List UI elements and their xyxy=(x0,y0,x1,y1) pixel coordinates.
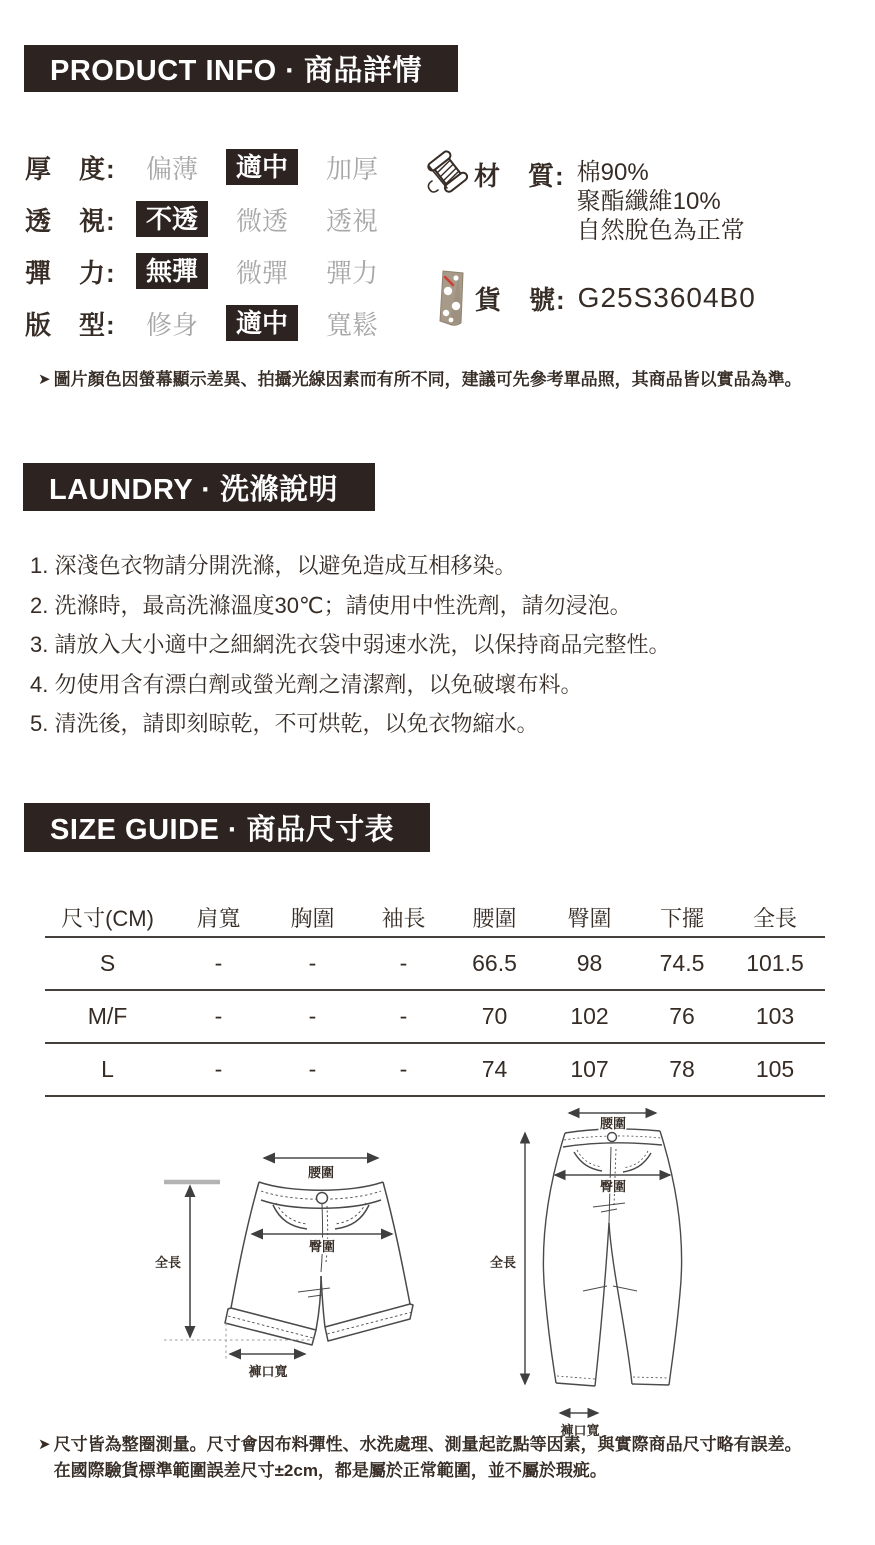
table-cell: 74 xyxy=(481,1056,508,1082)
table-cell: 66.5 xyxy=(472,950,517,976)
shorts-waist-label: 腰圍 xyxy=(307,1165,335,1180)
table-cell: 103 xyxy=(755,1003,795,1029)
table-cell: - xyxy=(214,1003,223,1029)
table-cell: L xyxy=(101,1056,114,1082)
table-cell: 70 xyxy=(481,1003,508,1029)
attribute-option: 彈力 xyxy=(325,257,378,288)
table-header-row xyxy=(45,898,825,938)
attribute-option: 加厚 xyxy=(325,153,378,184)
size-note-text xyxy=(54,1432,802,1484)
attribute-option: 微透 xyxy=(235,205,288,236)
column-header: 全長 xyxy=(752,905,797,931)
item-number-info xyxy=(437,268,756,328)
section-title: SIZE GUIDE · 商品尺寸表 xyxy=(50,814,395,846)
item-number-label: 貨 號: xyxy=(475,284,566,315)
note-arrow-icon: ➤ xyxy=(38,371,51,388)
table-cell: - xyxy=(308,1003,317,1029)
size-note xyxy=(38,1432,848,1484)
shorts-hip-label: 臀圍 xyxy=(308,1239,336,1254)
attribute-label: 彈 力: xyxy=(25,257,116,288)
section-header-laundry xyxy=(23,463,375,511)
table-cell: 107 xyxy=(570,1056,609,1082)
shorts-diagram xyxy=(140,1118,460,1386)
table-cell: - xyxy=(399,1056,408,1082)
pants-diagram xyxy=(485,1095,715,1443)
attribute-option: 修身 xyxy=(145,309,198,340)
shorts-leg-opening-label: 褲口寬 xyxy=(248,1364,288,1379)
laundry-instructions xyxy=(30,546,670,744)
table-cell: 76 xyxy=(669,1003,695,1029)
attribute-row-sheerness xyxy=(25,201,394,237)
attribute-option: 微彈 xyxy=(235,257,288,288)
laundry-step: 5. 清洗後，請即刻晾乾，不可烘乾，以免衣物縮水。 xyxy=(30,711,539,736)
laundry-step: 1. 深淺色衣物請分開洗滌，以避免造成互相移染。 xyxy=(30,553,517,578)
pants-hip-label: 臀圍 xyxy=(599,1179,627,1194)
color-note-text: 圖片顏色因螢幕顯示差異、拍攝光線因素而有所不同，建議可先參考單品照，其商品皆以實品為準。 xyxy=(53,370,802,389)
laundry-step: 3. 請放入大小適中之細網洗衣袋中弱速水洗，以保持商品完整性。 xyxy=(30,632,671,657)
attribute-option: 偏薄 xyxy=(145,153,198,184)
laundry-step: 2. 洗滌時，最高洗滌溫度30℃；請使用中性洗劑，請勿浸泡。 xyxy=(30,592,632,618)
table-cell: 98 xyxy=(576,950,603,976)
table-cell: - xyxy=(214,950,223,976)
material-line: 自然脫色為正常 xyxy=(576,217,745,244)
attribute-option-selected: 不透 xyxy=(136,201,208,237)
table-cell: 105 xyxy=(755,1056,795,1082)
attribute-option-selected: 無彈 xyxy=(136,253,208,289)
table-row xyxy=(45,991,825,1044)
pants-leg-opening-label: 褲口寬 xyxy=(560,1423,600,1438)
attribute-row-fit xyxy=(25,305,394,341)
attribute-option: 寬鬆 xyxy=(325,309,378,340)
table-cell: 74.5 xyxy=(659,950,705,976)
size-note-line: 尺寸皆為整圈測量。尺寸會因布料彈性、水洗處理、測量起訖點等因素，與實際商品尺寸略有誤差。 xyxy=(53,1435,802,1454)
thread-spool-icon xyxy=(426,148,470,196)
material-label: 材 質: xyxy=(474,161,565,191)
note-arrow-icon: ➤ xyxy=(38,1436,51,1453)
table-cell: 101.5 xyxy=(746,950,804,976)
clothing-tag-icon xyxy=(437,268,467,328)
column-header: 下擺 xyxy=(659,905,704,931)
table-cell: 78 xyxy=(669,1056,695,1082)
material-line: 聚酯纖維10% xyxy=(576,188,721,215)
table-cell: - xyxy=(399,1003,408,1029)
table-cell: - xyxy=(214,1056,223,1082)
attribute-option-selected: 適中 xyxy=(226,149,298,185)
table-cell: M/F xyxy=(87,1003,128,1029)
table-row xyxy=(45,1044,825,1097)
section-title: LAUNDRY · 洗滌說明 xyxy=(49,473,338,506)
attribute-label: 厚 度: xyxy=(25,153,116,184)
laundry-step: 4. 勿使用含有漂白劑或螢光劑之清潔劑，以免破壞布料。 xyxy=(30,671,583,697)
section-header-product-info xyxy=(24,45,458,92)
attribute-row-stretch xyxy=(25,253,394,289)
material-line: 棉90% xyxy=(576,159,649,186)
pants-waist-label: 腰圍 xyxy=(599,1116,627,1131)
table-cell: - xyxy=(399,950,408,976)
item-number-value: G25S3604B0 xyxy=(577,282,756,313)
column-header: 袖長 xyxy=(381,905,426,931)
attributes xyxy=(25,149,394,357)
table-cell: 102 xyxy=(570,1003,609,1029)
size-note-line: 在國際驗貨標準範圍誤差尺寸±2cm，都是屬於正常範圍，並不屬於瑕疵。 xyxy=(53,1461,607,1480)
table-cell: S xyxy=(99,950,116,976)
column-header: 胸圍 xyxy=(290,905,335,931)
color-note xyxy=(38,367,843,393)
column-header: 腰圍 xyxy=(472,905,517,931)
section-title: PRODUCT INFO · 商品詳情 xyxy=(50,55,422,87)
material-lines xyxy=(577,158,745,245)
attribute-option-selected: 適中 xyxy=(226,305,298,341)
pants-length-label: 全長 xyxy=(489,1255,517,1270)
table-row xyxy=(45,938,825,991)
attribute-option: 透視 xyxy=(325,205,378,236)
material-info xyxy=(426,148,745,245)
attribute-row-thickness xyxy=(25,149,394,185)
attribute-label: 版 型: xyxy=(25,309,116,340)
column-header: 臀圍 xyxy=(567,905,612,931)
table-cell: - xyxy=(308,950,317,976)
column-header: 肩寬 xyxy=(196,905,241,931)
attribute-label: 透 視: xyxy=(25,205,116,236)
column-header: 尺寸(CM) xyxy=(61,905,154,931)
table-cell: - xyxy=(308,1056,317,1082)
section-header-size-guide xyxy=(24,803,430,852)
size-table xyxy=(45,898,825,1097)
shorts-length-label: 全長 xyxy=(154,1255,182,1270)
